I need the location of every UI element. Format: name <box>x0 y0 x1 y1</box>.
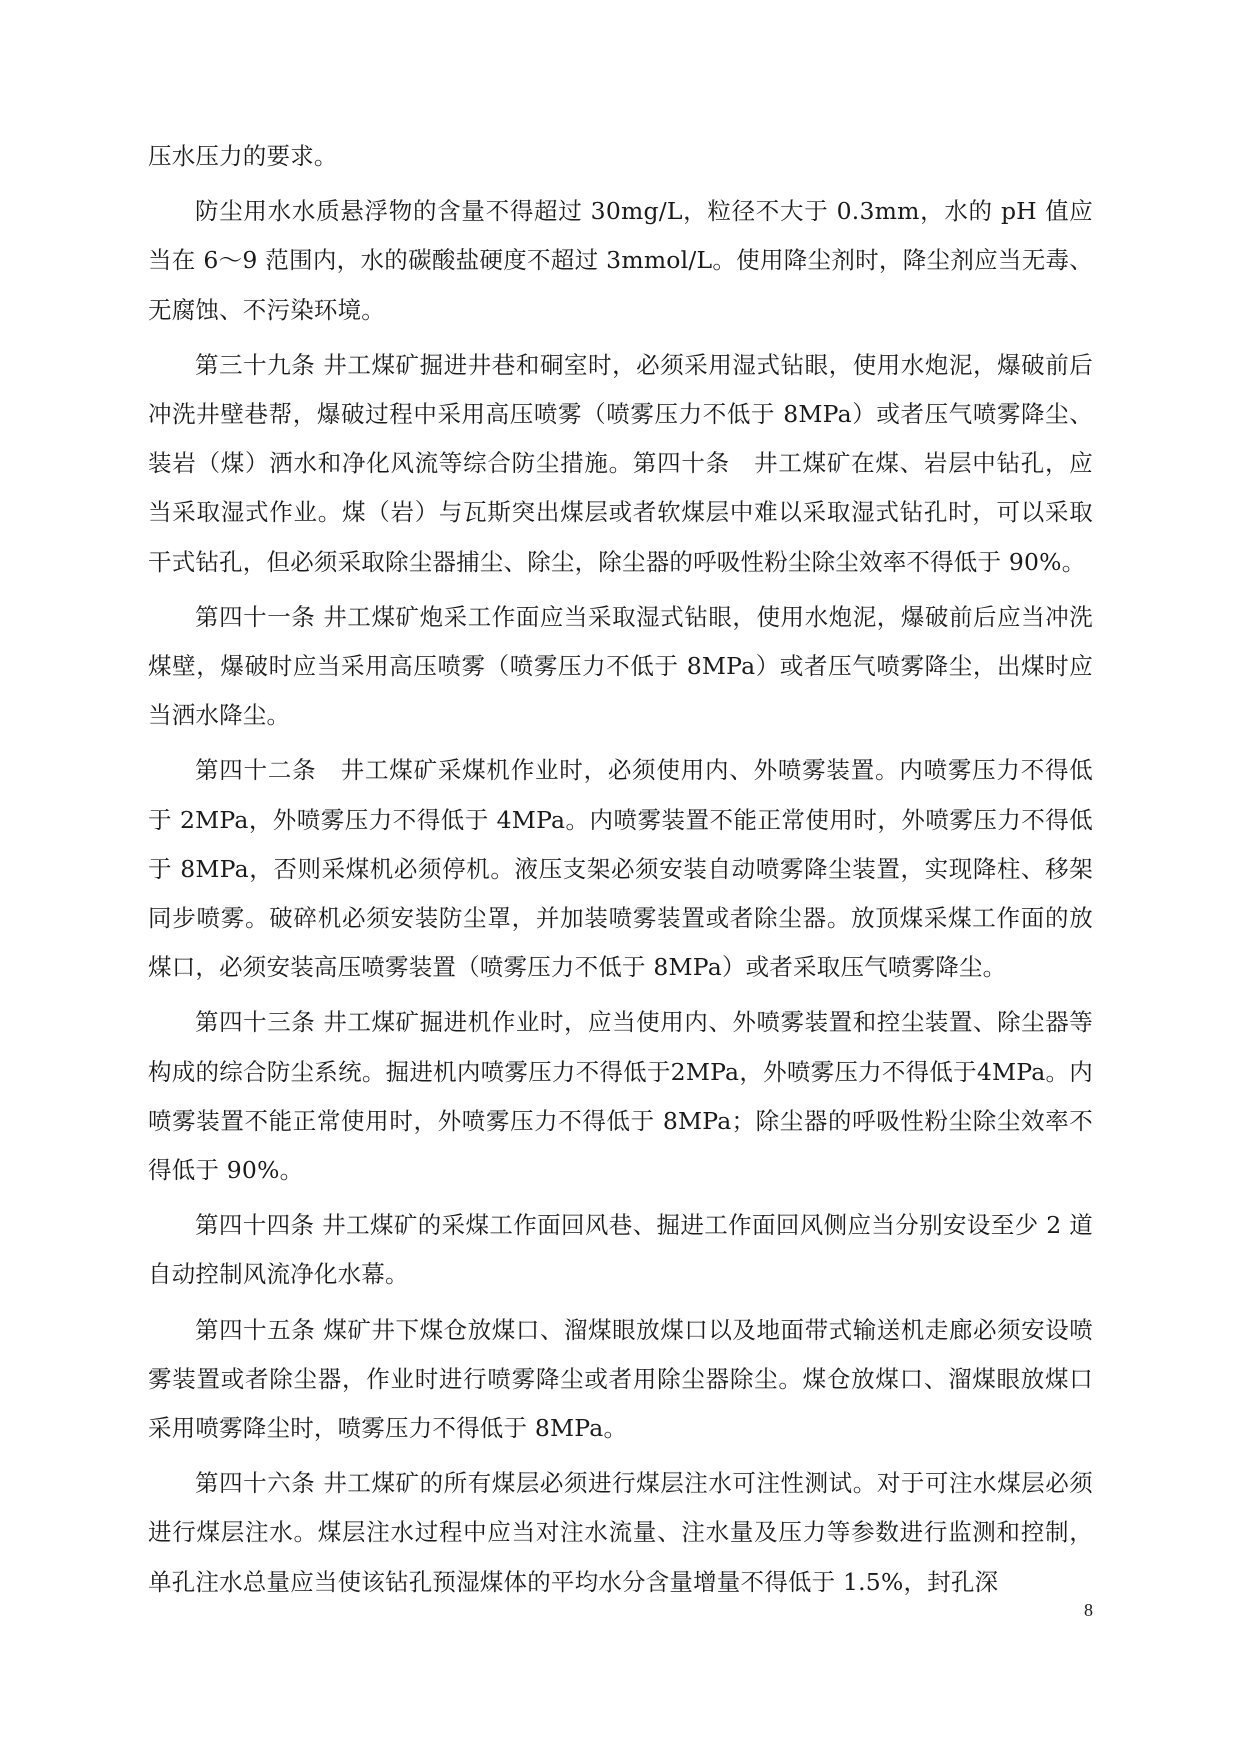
paragraph-article-42: 第四十二条 井工煤矿采煤机作业时，必须使用内、外喷雾装置。内喷雾压力不得低于 2MPa，外喷雾压力不得低于 4MPa。内喷雾装置不能正常使用时，外喷雾压力不得低于 8MPa，否则采煤机必须停机。液压支架必须安装自动喷雾降尘装置，实现降柱、移架同步喷雾。破碎机必须安装防尘罩，并加装喷雾装置或者除尘器。放顶煤采煤工作面的放煤口，必须安装高压喷雾装置（喷雾压力不低于 8MPa）或者采取压气喷雾降尘。 <box>148 756 1093 982</box>
document-body <box>148 132 1093 1613</box>
paragraph-article-41: 第四十一条 井工煤矿炮采工作面应当采取湿式钻眼，使用水炮泥，爆破前后应当冲洗煤壁，爆破时应当采用高压喷雾（喷雾压力不低于 8MPa）或者压气喷雾降尘，出煤时应当洒水降尘。 <box>148 602 1093 730</box>
paragraph-article-39-40: 第三十九条 井工煤矿掘进井巷和硐室时，必须采用湿式钻眼，使用水炮泥，爆破前后冲洗井壁巷帮，爆破过程中采用高压喷雾（喷雾压力不低于 8MPa）或者压气喷雾降尘、装岩（煤）洒水和净化风流等综合防尘措施。第四十条 井工煤矿在煤、岩层中钻孔，应当采取湿式作业。煤（岩）与瓦斯突出煤层或者软煤层中难以采取湿式钻孔时，可以采取干式钻孔，但必须采取除尘器捕尘、除尘，除尘器的呼吸性粉尘除尘效率不得低于 90%。 <box>148 350 1093 576</box>
paragraph-continuation: 压水压力的要求。 <box>148 142 338 170</box>
paragraph-article-46: 第四十六条 井工煤矿的所有煤层必须进行煤层注水可注性测试。对于可注水煤层必须进行煤层注水。煤层注水过程中应当对注水流量、注水量及压力等参数进行监测和控制，单孔注水总量应当使该钻孔预湿煤体的平均水分含量增量不得低于 1.5%，封孔深 <box>148 1469 1093 1596</box>
page-number: 8 <box>1084 1600 1093 1620</box>
paragraph-dust-water-quality: 防尘用水水质悬浮物的含量不得超过 30mg/L，粒径不大于 0.3mm，水的 pH 值应当在 6～9 范围内，水的碳酸盐硬度不超过 3mmol/L。使用降尘剂时，降尘剂应当无毒、无腐蚀、不污染环境。 <box>148 197 1093 324</box>
paragraph-article-44: 第四十四条 井工煤矿的采煤工作面回风巷、掘进工作面回风侧应当分别安设至少 2 道自动控制风流净化水幕。 <box>148 1211 1093 1289</box>
paragraph-article-43: 第四十三条 井工煤矿掘进机作业时，应当使用内、外喷雾装置和控尘装置、除尘器等构成的综合防尘系统。掘进机内喷雾压力不得低于2MPa，外喷雾压力不得低于4MPa。内喷雾装置不能正常使用时，外喷雾压力不得低于 8MPa；除尘器的呼吸性粉尘除尘效率不得低于 90%。 <box>148 1008 1093 1185</box>
paragraph-article-45: 第四十五条 煤矿井下煤仓放煤口、溜煤眼放煤口以及地面带式输送机走廊必须安设喷雾装置或者除尘器，作业时进行喷雾降尘或者用除尘器除尘。煤仓放煤口、溜煤眼放煤口采用喷雾降尘时，喷雾压力不得低于 8MPa。 <box>148 1315 1093 1443</box>
